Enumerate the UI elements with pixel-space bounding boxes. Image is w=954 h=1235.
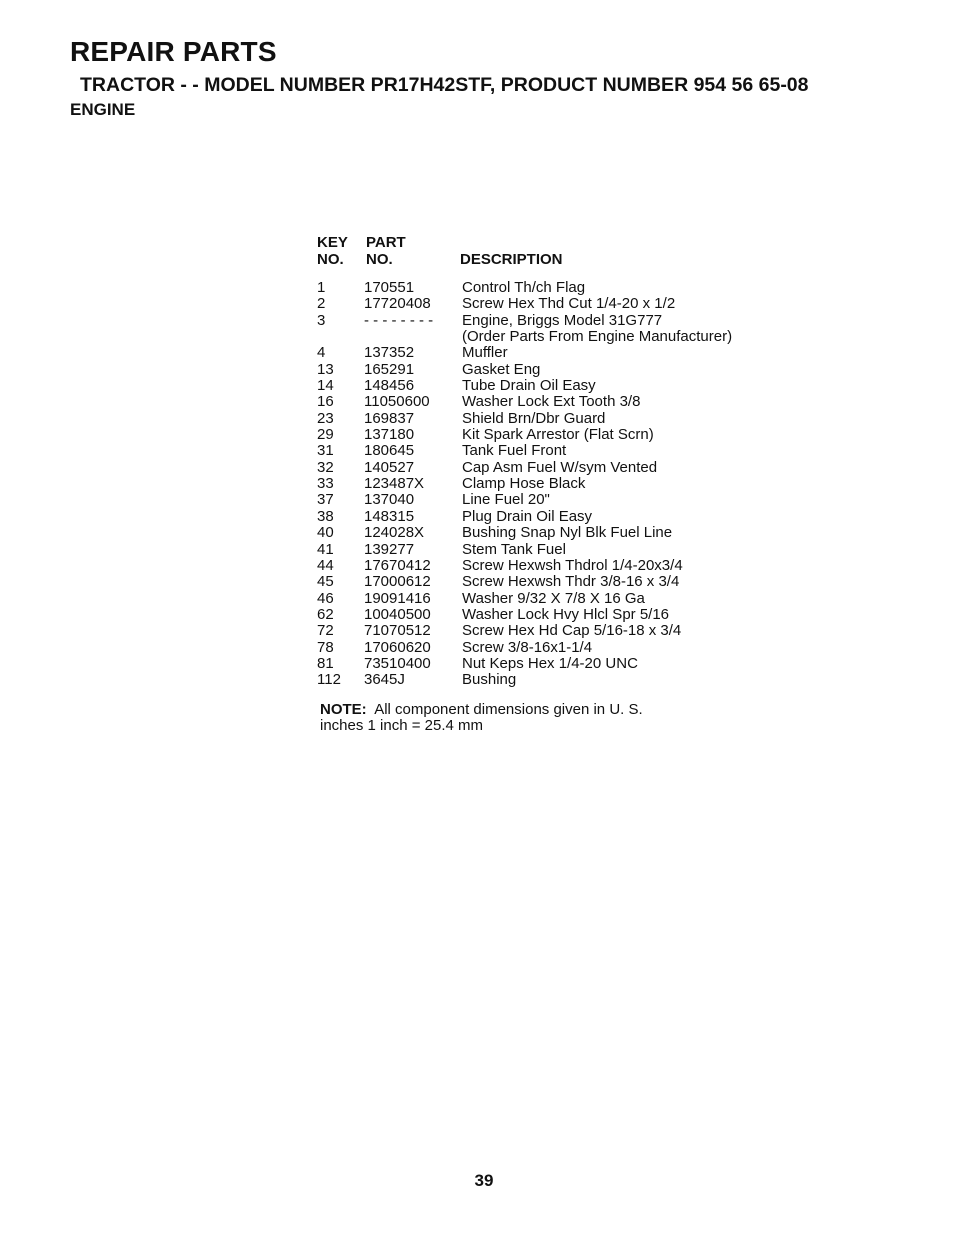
part-no-cell: 165291 (364, 360, 415, 378)
key-no-cell: 62 (317, 605, 334, 623)
page-number: 39 (474, 1171, 494, 1190)
page-title: REPAIR PARTS (70, 36, 277, 67)
part-no-cell: 137352 (364, 344, 415, 362)
description-cell: Kit Spark Arrestor (Flat Scrn) (462, 426, 654, 444)
part-no-cell: 17720408 (364, 295, 431, 313)
key-no-cell: 33 (317, 475, 334, 493)
part-no-cell: 17060620 (364, 638, 431, 656)
part-no-cell: 137040 (364, 491, 415, 509)
key-header-line1: KEY (317, 234, 348, 251)
key-no-cell: 3 (317, 311, 326, 329)
description-cell: Plug Drain Oil Easy (462, 507, 593, 525)
description-cell: Washer 9/32 X 7/8 X 16 Ga (462, 589, 645, 607)
key-no-cell: 29 (317, 426, 334, 444)
part-no-cell: 19091416 (364, 589, 431, 607)
description-cell: Cap Asm Fuel W/sym Vented (462, 458, 658, 476)
part-no-cell: 180645 (364, 442, 415, 460)
description-cell: Shield Brn/Dbr Guard (462, 409, 606, 427)
part-no-cell: 148456 (364, 377, 415, 395)
part-no-cell: 170551 (364, 279, 415, 296)
key-no-cell: 112 (317, 671, 341, 689)
note-line-1 (320, 702, 643, 718)
model-subtitle: TRACTOR - - MODEL NUMBER PR17H42STF, PRODUCT NUMBER 954 56 65-08 (80, 74, 809, 96)
part-no-cell: - - - - - - - - (364, 311, 434, 329)
part-no-cell: 73510400 (364, 654, 431, 672)
description-cell: (Order Parts From Engine Manufacturer) (462, 328, 733, 346)
key-no-cell: 13 (317, 360, 334, 378)
part-no-cell: 17670412 (364, 556, 431, 574)
part-no-cell: 148315 (364, 507, 415, 525)
key-no-cell: 4 (317, 344, 326, 362)
part-no-cell: 137180 (364, 426, 415, 444)
key-no-cell: 16 (317, 393, 334, 411)
description-cell: Washer Lock Hvy Hlcl Spr 5/16 (462, 605, 670, 623)
part-no-header (366, 234, 406, 268)
key-no-cell: 32 (317, 458, 334, 476)
section-heading: ENGINE (70, 100, 136, 119)
description-cell: Muffler (462, 344, 508, 362)
key-no-cell: 41 (317, 540, 334, 558)
key-no-cell: 40 (317, 524, 334, 542)
key-no-cell: 1 (317, 279, 326, 296)
note-text-2: inches 1 inch = 25.4 mm (320, 717, 484, 734)
key-no-header (317, 234, 348, 268)
note-label: NOTE: (320, 701, 367, 718)
part-header-line2: NO. (366, 251, 393, 268)
description-cell: Screw Hex Hd Cap 5/16-18 x 3/4 (462, 622, 682, 640)
key-no-cell: 72 (317, 622, 334, 640)
part-no-cell: 17000612 (364, 573, 431, 591)
description-cell: Engine, Briggs Model 31G777 (462, 311, 663, 329)
description-cell: Screw 3/8-16x1-1/4 (462, 638, 593, 656)
part-header-line1: PART (366, 234, 406, 251)
description-cell: Bushing (462, 671, 517, 689)
key-no-cell: 78 (317, 638, 334, 656)
key-no-cell: 37 (317, 491, 334, 509)
description-cell: Tank Fuel Front (462, 442, 567, 460)
part-no-cell: 123487X (364, 475, 425, 493)
part-no-cell: 11050600 (364, 393, 430, 411)
description-cell: Line Fuel 20" (462, 491, 550, 509)
key-no-cell: 38 (317, 507, 334, 525)
description-cell: Nut Keps Hex 1/4-20 UNC (462, 654, 638, 672)
key-no-cell: 14 (317, 377, 334, 395)
key-no-cell: 23 (317, 409, 334, 427)
key-no-cell: 81 (317, 654, 334, 672)
part-no-cell: 140527 (364, 458, 415, 476)
description-cell: Tube Drain Oil Easy (462, 377, 596, 395)
part-no-cell: 139277 (364, 540, 415, 558)
key-no-cell: 31 (317, 442, 334, 460)
key-no-cell: 44 (317, 556, 334, 574)
description-cell: Control Th/ch Flag (462, 279, 586, 296)
description-cell: Gasket Eng (462, 360, 541, 378)
description-cell: Washer Lock Ext Tooth 3/8 (462, 393, 641, 411)
key-no-cell: 46 (317, 589, 334, 607)
description-cell: Stem Tank Fuel (462, 540, 566, 558)
part-no-cell: 3645J (364, 671, 405, 689)
note-text-1: All component dimensions given in U. S. (374, 701, 643, 718)
part-no-cell: 10040500 (364, 605, 431, 623)
description-header: DESCRIPTION (460, 251, 563, 268)
dimension-note (320, 702, 643, 734)
part-no-cell: 71070512 (364, 622, 431, 640)
description-cell: Screw Hexwsh Thdr 3/8-16 x 3/4 (462, 573, 680, 591)
description-cell: Clamp Hose Black (462, 475, 586, 493)
description-cell: Bushing Snap Nyl Blk Fuel Line (462, 524, 673, 542)
part-no-cell: 124028X (364, 524, 425, 542)
part-no-cell: 169837 (364, 409, 415, 427)
key-no-cell: 45 (317, 573, 334, 591)
key-header-line2: NO. (317, 251, 344, 268)
key-no-cell: 2 (317, 295, 326, 313)
description-cell: Screw Hex Thd Cut 1/4-20 x 1/2 (462, 295, 676, 313)
description-cell: Screw Hexwsh Thdrol 1/4-20x3/4 (462, 556, 683, 574)
